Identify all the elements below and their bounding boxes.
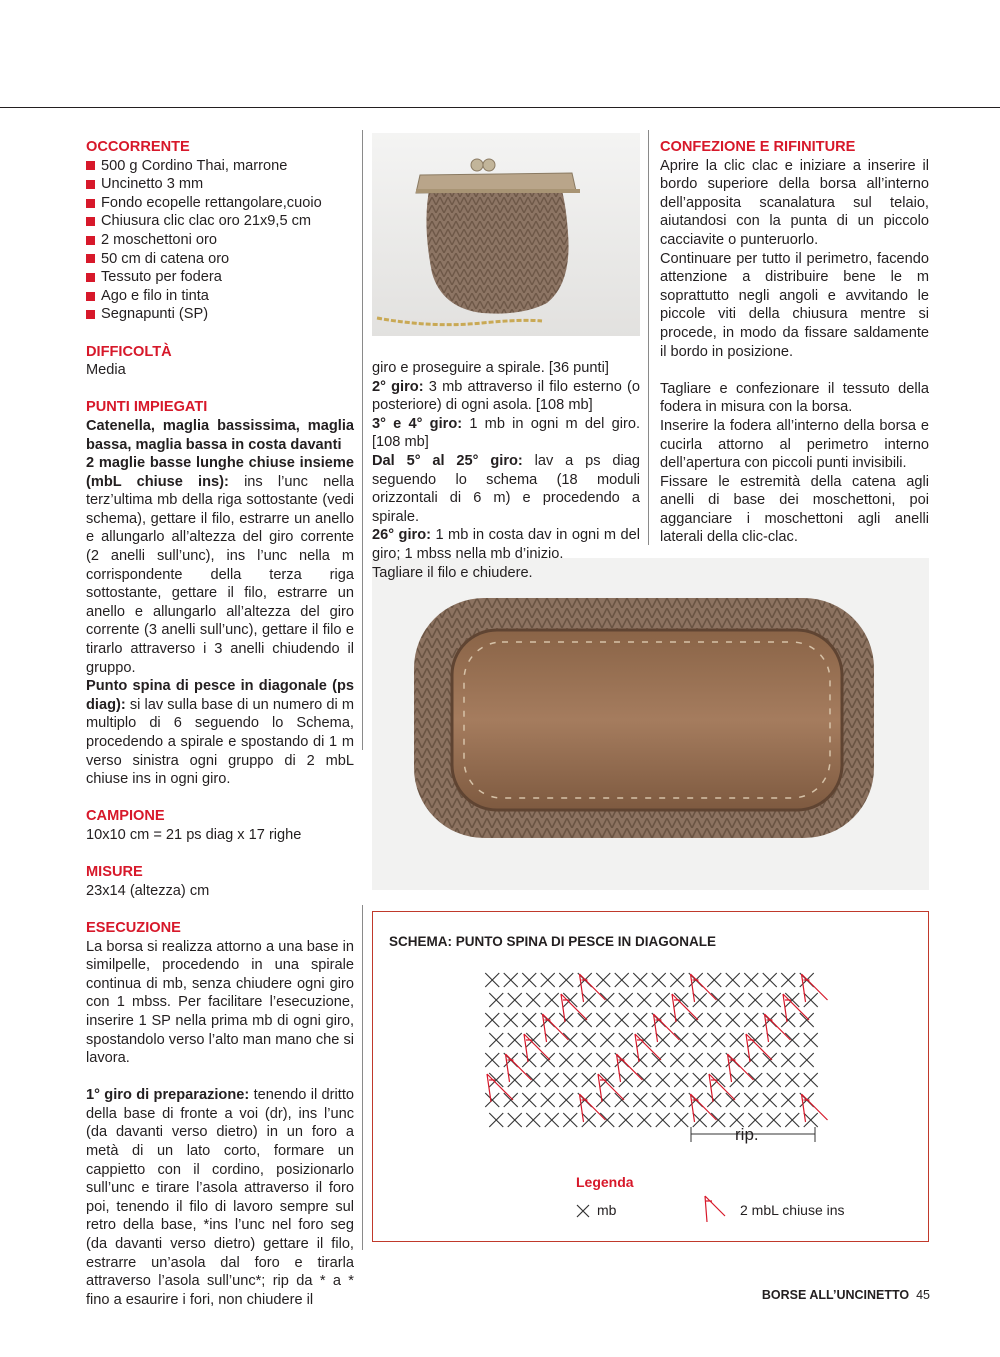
schema-grid	[373, 912, 930, 1243]
mb-stitch-symbol	[600, 993, 614, 1007]
mb-stitch-symbol	[763, 1053, 777, 1067]
column-divider-bottom-left	[362, 905, 363, 1250]
mb-stitch-symbol	[763, 973, 777, 987]
mb-stitch-symbol	[637, 1073, 651, 1087]
schema-box	[372, 911, 929, 1242]
mb-stitch-symbol	[619, 1113, 633, 1127]
mb-stitch-symbol	[689, 1053, 703, 1067]
material-item: Uncinetto 3 mm	[86, 175, 354, 194]
ps-diag-paragraph: Punto spina di pesce in diagonale (ps diag): si lav sulla base di un numero di m multiplo di 6 seguendo lo Schema, procedendo a spirale e spostando di 1 m verso sinistra ogni gruppo di 2 mbL chiuse ins in ogni giro.	[86, 678, 354, 788]
mb-stitch-symbol	[522, 1053, 536, 1067]
mb-stitch-symbol	[559, 1053, 573, 1067]
mb-stitch-symbol	[578, 1053, 592, 1067]
mb-stitch-symbol	[526, 1073, 540, 1087]
difficolta-heading: DIFFICOLTÀ	[86, 343, 172, 360]
right-column	[660, 138, 929, 547]
mb-stitch-symbol	[563, 1073, 577, 1087]
mb-stitch-symbol	[559, 973, 573, 987]
footer-title: BORSE ALL’UNCINETTO	[761, 1288, 910, 1302]
mb-stitch-symbol	[485, 973, 499, 987]
material-item: Ago e filo in tinta	[86, 287, 354, 306]
giro34-paragraph: 3° e 4° giro: 1 mb in ogni m del giro. [108 mb]	[372, 415, 641, 451]
mbl-stitch-symbol	[802, 974, 828, 1002]
mb-stitch-symbol	[652, 1053, 666, 1067]
mb-stitch-symbol	[785, 1073, 799, 1087]
legend-mbl-symbol	[705, 1196, 725, 1222]
mb-stitch-symbol	[670, 1013, 684, 1027]
mb-stitch-symbol	[730, 1073, 744, 1087]
mb-stitch-symbol	[800, 1013, 814, 1027]
bag-illustration	[372, 133, 640, 336]
mb-stitch-symbol	[563, 1033, 577, 1047]
mb-stitch-symbol	[596, 1013, 610, 1027]
mb-stitch-symbol	[508, 1073, 522, 1087]
confezione-p2: Continuare per tutto il perimetro, facendo attenzione a distribuire bene le m soprattutto negli angoli e avvitando le piccole viti della chiusura mentre si procede, in modo da fissare saldamente il bordo in posizione.	[660, 250, 929, 360]
legend-mbl-label: 2 mbL chiuse ins	[740, 1202, 845, 1218]
mb-stitch-symbol	[707, 1053, 721, 1067]
mb-stitch-symbol	[689, 1013, 703, 1027]
mb-stitch-symbol	[804, 1033, 818, 1047]
page-number: 45	[916, 1288, 930, 1302]
mb-stitch-symbol	[767, 1033, 781, 1047]
mb-stitch-symbol	[582, 993, 596, 1007]
mb-stitch-symbol	[781, 1093, 795, 1107]
mb-stitch-symbol	[619, 993, 633, 1007]
bullet-square-icon	[86, 292, 95, 301]
bag-base-illustration	[372, 558, 929, 890]
mb-stitch-symbol	[508, 1113, 522, 1127]
middle-column	[372, 359, 640, 582]
mb-stitch-symbol	[781, 1053, 795, 1067]
mb-stitch-symbol	[522, 1093, 536, 1107]
legend-title: Legenda	[576, 1174, 634, 1190]
mb-stitch-symbol	[485, 1013, 499, 1027]
giro2-paragraph: 2° giro: 3 mb attraverso il filo esterno (o posteriore) di ogni asola. [108 mb]	[372, 378, 641, 414]
mb-stitch-symbol	[656, 1073, 670, 1087]
mb-stitch-symbol	[541, 973, 555, 987]
mid-last-line: Tagliare il filo e chiudere.	[372, 564, 533, 581]
confezione-p1: Aprire la clic clac e iniziare a inserire il bordo superiore della borsa all’interno dell’apposita scanalatura sul telaio, aiutandosi con la punta di un piccolo cacciavite o punteruorlo.	[660, 157, 929, 248]
page-footer	[762, 1288, 930, 1302]
mb-stitch-symbol	[804, 1113, 818, 1127]
mb-stitch-symbol	[744, 973, 758, 987]
mb-stitch-symbol	[744, 1013, 758, 1027]
punti-list: Catenella, maglia bassissima, maglia bassa, maglia bassa in costa davanti	[86, 417, 354, 453]
mb-stitch-symbol	[578, 1013, 592, 1027]
mb-stitch-symbol	[508, 1033, 522, 1047]
mb-stitch-symbol	[707, 1013, 721, 1027]
mb-stitch-symbol	[522, 973, 536, 987]
bullet-square-icon	[86, 161, 95, 170]
mb-stitch-symbol	[707, 973, 721, 987]
giro26-paragraph: 26° giro: 1 mb in costa dav in ogni m del giro; 1 mbss nella mb d’inizio.	[372, 527, 640, 562]
mb-stitch-symbol	[785, 1113, 799, 1127]
bullet-square-icon	[86, 217, 95, 226]
column-divider-left	[362, 130, 363, 750]
mb-stitch-symbol	[600, 1113, 614, 1127]
misure-heading: MISURE	[86, 864, 143, 881]
mb-stitch-symbol	[726, 973, 740, 987]
mb-stitch-symbol	[489, 1113, 503, 1127]
mb-stitch-symbol	[800, 1053, 814, 1067]
giro1-paragraph: 1° giro di preparazione: tenendo il dritto della base di fronte a voi (dr), ins l’unc (da davanti verso dietro) in un foro a metà di un lato corto, formare un cappietto con il cordino, posizionarlo sull’unc e tirare l’asola attraverso il foro poi, tenendo il filo di lavoro sempre sul retro della base, *ins l’unc nel foro seg (da davanti verso dietro) gettare il filo, estrarre un’asola dal foro e tirarla attraverso l’asola sull’unc*; rip da * a * fino a esaurire i fori, non chiudere il	[86, 1087, 354, 1308]
mb-stitch-symbol	[545, 1033, 559, 1047]
mb-stitch-symbol	[730, 993, 744, 1007]
mb-stitch-symbol	[541, 1053, 555, 1067]
mb-stitch-symbol	[582, 1113, 596, 1127]
mb-stitch-symbol	[545, 993, 559, 1007]
confezione-p3: Tagliare e confezionare il tessuto della fodera in misura con la borsa.	[660, 380, 929, 416]
mb-stitch-symbol	[526, 993, 540, 1007]
mb-stitch-symbol	[711, 993, 725, 1007]
mb-stitch-symbol	[767, 1073, 781, 1087]
mb-stitch-symbol	[674, 1073, 688, 1087]
material-item: Fondo ecopelle rettangolare,cuoio	[86, 194, 354, 213]
bullet-square-icon	[86, 273, 95, 282]
occorrente-heading: OCCORRENTE	[86, 139, 190, 155]
legend-mb-label: mb	[597, 1202, 617, 1218]
material-item: Segnapunti (SP)	[86, 305, 354, 324]
mbl-stitch-symbol	[802, 1094, 828, 1122]
mb-stitch-symbol	[633, 1053, 647, 1067]
esecuzione-heading: ESECUZIONE	[86, 919, 181, 936]
mb-stitch-symbol	[693, 1113, 707, 1127]
mb-stitch-symbol	[559, 1013, 573, 1027]
mb-stitch-symbol	[489, 993, 503, 1007]
mb-stitch-symbol	[633, 1093, 647, 1107]
mb-stitch-symbol	[615, 1093, 629, 1107]
mb-stitch-symbol	[596, 1093, 610, 1107]
mb-stitch-symbol	[785, 1033, 799, 1047]
left-column	[86, 138, 354, 1309]
confezione-heading: CONFEZIONE E RIFINITURE	[660, 139, 856, 155]
mb-stitch-symbol	[744, 1053, 758, 1067]
mb-stitch-symbol	[711, 1033, 725, 1047]
legend-mb-symbol	[577, 1205, 589, 1217]
mb-stitch-symbol	[748, 993, 762, 1007]
mb-stitch-symbol	[656, 1033, 670, 1047]
mb-stitch-symbol	[504, 1093, 518, 1107]
mb-stitch-symbol	[670, 1053, 684, 1067]
bullet-square-icon	[86, 199, 95, 208]
mb-stitch-symbol	[600, 1033, 614, 1047]
mb-stitch-symbol	[563, 1113, 577, 1127]
top-rule	[0, 107, 1000, 108]
column-divider-right	[648, 130, 649, 545]
mid-line1: giro e proseguire a spirale. [36 punti]	[372, 360, 609, 376]
mb-stitch-symbol	[582, 1033, 596, 1047]
mb-stitch-symbol	[656, 993, 670, 1007]
mb-stitch-symbol	[637, 1113, 651, 1127]
schema-title: SCHEMA: PUNTO SPINA DI PESCE IN DIAGONALE	[389, 934, 717, 949]
mb-stitch-symbol	[781, 973, 795, 987]
mb-stitch-symbol	[693, 1033, 707, 1047]
mb-stitch-symbol	[767, 993, 781, 1007]
material-item: 50 cm di catena oro	[86, 250, 354, 269]
misure-value: 23x14 (altezza) cm	[86, 882, 210, 899]
mb-stitch-symbol	[726, 1093, 740, 1107]
mb-stitch-symbol	[485, 1093, 499, 1107]
mb-stitch-symbol	[619, 1073, 633, 1087]
mb-stitch-symbol	[744, 1093, 758, 1107]
bullet-square-icon	[86, 310, 95, 319]
mb-stitch-symbol	[633, 973, 647, 987]
bag-photo-top	[372, 133, 640, 336]
mb-stitch-symbol	[670, 1093, 684, 1107]
mb-stitch-symbol	[674, 1033, 688, 1047]
material-item: Chiusura clic clac oro 21x9,5 cm	[86, 212, 354, 231]
mb-stitch-symbol	[726, 1013, 740, 1027]
mb-stitch-symbol	[633, 1013, 647, 1027]
mb-stitch-symbol	[781, 1013, 795, 1027]
mb-stitch-symbol	[711, 1113, 725, 1127]
difficolta-value: Media	[86, 362, 126, 379]
material-item: 500 g Cordino Thai, marrone	[86, 157, 354, 176]
mb-stitch-symbol	[504, 973, 518, 987]
confezione-p5: Fissare le estremità della catena agli anelli di base dei moschettoni, poi agganciare i moschettoni agli anelli laterali della clic-clac.	[660, 473, 929, 546]
mb-stitch-symbol	[526, 1113, 540, 1127]
bullet-square-icon	[86, 254, 95, 263]
mb-stitch-symbol	[545, 1073, 559, 1087]
mb-stitch-symbol	[615, 973, 629, 987]
mb-stitch-symbol	[707, 1093, 721, 1107]
materials-list	[86, 157, 354, 324]
material-item: Tessuto per fodera	[86, 268, 354, 287]
mb-stitch-symbol	[804, 993, 818, 1007]
mb-stitch-symbol	[504, 1013, 518, 1027]
mb-stitch-symbol	[619, 1033, 633, 1047]
mb-stitch-symbol	[522, 1013, 536, 1027]
mb-stitch-symbol	[615, 1013, 629, 1027]
mb-stitch-symbol	[545, 1113, 559, 1127]
confezione-p4: Inserire la fodera all’interno della borsa e cucirla attorno al perimetro interno dell’apertura con piccoli punti invisibili.	[660, 417, 929, 472]
bullet-square-icon	[86, 236, 95, 245]
mb-stitch-symbol	[693, 993, 707, 1007]
mb-stitch-symbol	[763, 1093, 777, 1107]
campione-value: 10x10 cm = 21 ps diag x 17 righe	[86, 826, 302, 843]
mbl-paragraph: 2 maglie basse lunghe chiuse insieme (mbL chiuse ins): ins l’unc nella terz’ultima mb della riga sottostante (vedi schema), gettare il filo, estrarre un anello e allungarlo all’altezza del giro corrente (2 anelli sull’unc), ins l’unc nella m corrispondente della terza riga sottostante, gettare il filo, estrarre un anello e allungarlo all’altezza del giro corrente (3 anelli sull’unc), gettare il filo e tirarlo attraverso i 3 anelli chiudendo il gruppo.	[86, 455, 354, 676]
mb-stitch-symbol	[804, 1073, 818, 1087]
mb-stitch-symbol	[582, 1073, 596, 1087]
mb-stitch-symbol	[559, 1093, 573, 1107]
material-item: 2 moschettoni oro	[86, 231, 354, 250]
mb-stitch-symbol	[748, 1073, 762, 1087]
campione-heading: CAMPIONE	[86, 808, 165, 825]
bullet-square-icon	[86, 180, 95, 189]
mb-stitch-symbol	[508, 993, 522, 1007]
mb-stitch-symbol	[596, 973, 610, 987]
mb-stitch-symbol	[637, 993, 651, 1007]
esecuzione-paragraph: La borsa si realizza attorno a una base in similpelle, procedendo in una spirale continua di mb, senza chiudere ogni giro con 1 mbss. Per facilitare l’esecuzione, inserire 1 SP nella prima mb di ogni giro, spostandolo verso l’alto man mano che si lavora.	[86, 938, 354, 1067]
mb-stitch-symbol	[489, 1033, 503, 1047]
rip-label: rip.	[735, 1125, 759, 1144]
mb-stitch-symbol	[730, 1033, 744, 1047]
mb-stitch-symbol	[541, 1093, 555, 1107]
mb-stitch-symbol	[674, 1113, 688, 1127]
mb-stitch-symbol	[656, 1113, 670, 1127]
mb-stitch-symbol	[693, 1073, 707, 1087]
punti-heading: PUNTI IMPIEGATI	[86, 399, 208, 416]
mb-stitch-symbol	[596, 1053, 610, 1067]
mb-stitch-symbol	[652, 973, 666, 987]
mb-stitch-symbol	[485, 1053, 499, 1067]
mb-stitch-symbol	[767, 1113, 781, 1127]
giro5-25-paragraph: Dal 5° al 25° giro: lav a ps diag seguendo lo schema (18 moduli orizzontali di 6 m) e procedendo a spirale.	[372, 452, 641, 525]
bag-photo-base	[372, 558, 929, 890]
mb-stitch-symbol	[652, 1093, 666, 1107]
mb-stitch-symbol	[670, 973, 684, 987]
